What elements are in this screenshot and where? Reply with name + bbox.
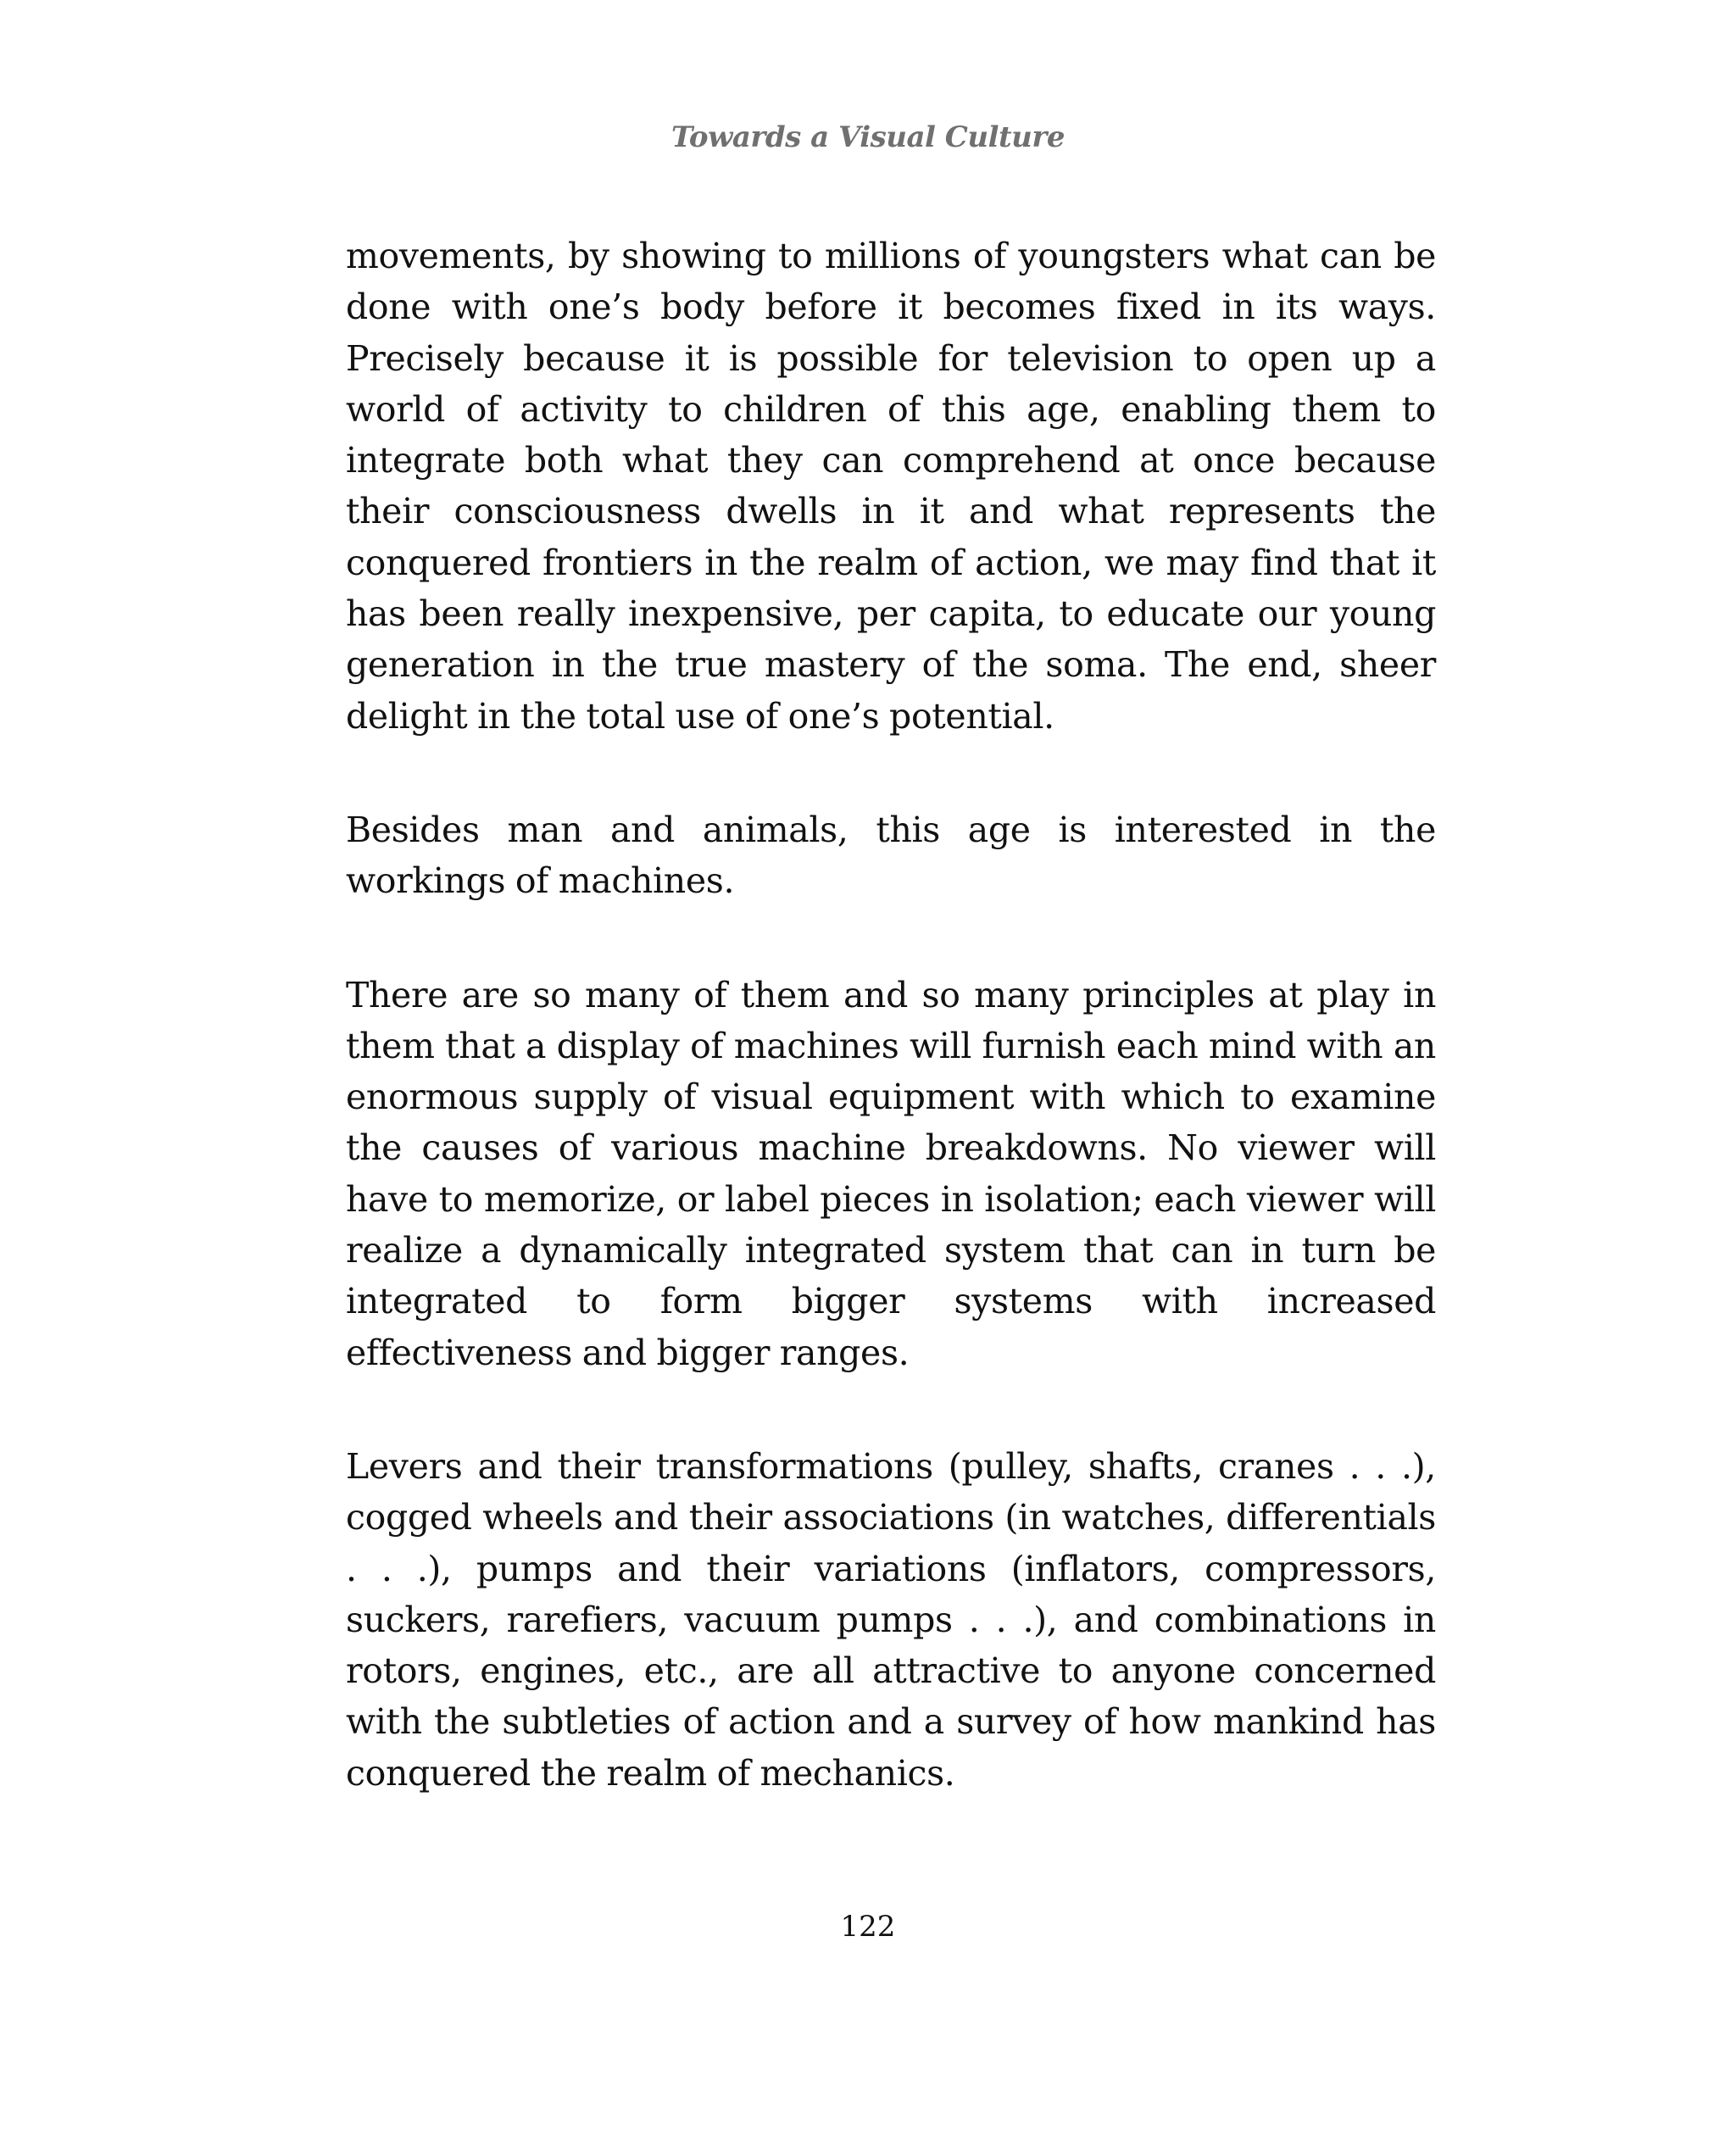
paragraph-3: There are so many of them and so many principles at play in them that a display of machines will furnish each mind with an enormous supply of visual equipment with which to examine the causes of various machine breakdowns. No viewer will have to memorize, or label pieces in isolation; each viewer will realize a dynamically integrated system that can in turn be integrated to form bigger systems with increased effectiveness and bigger ranges. <box>346 974 1436 1373</box>
body-text <box>346 231 1436 1799</box>
paragraph-4: Levers and their transformations (pulley, shafts, cranes . . .), cogged wheels and their associations (in watches, differentials . . .), pumps and their variations (inflators, compressors, suckers, rarefiers, vacuum pumps . . .), and combinations in rotors, engines, etc., are all attractive to anyone concerned with the subtleties of action and a survey of how mankind has conquered the realm of mechanics. <box>346 1445 1436 1794</box>
paragraph-1: movements, by showing to millions of youngsters what can be done with one’s body before it becomes fixed in its ways. Precisely because it is possible for television to open up a world of activity to children of this age, enabling them to integrate both what they can comprehend at once because their consciousness dwells in it and what represents the conquered frontiers in the realm of action, we may find that it has been really inexpensive, per capita, to educate our young generation in the true mastery of the soma. The end, sheer delight in the total use of one’s potential. <box>346 236 1436 737</box>
page-number: 122 <box>840 1910 896 1944</box>
paragraph-2: Besides man and animals, this age is interested in the workings of machines. <box>346 809 1436 902</box>
running-header-title: Towards a Visual Culture <box>671 120 1065 154</box>
